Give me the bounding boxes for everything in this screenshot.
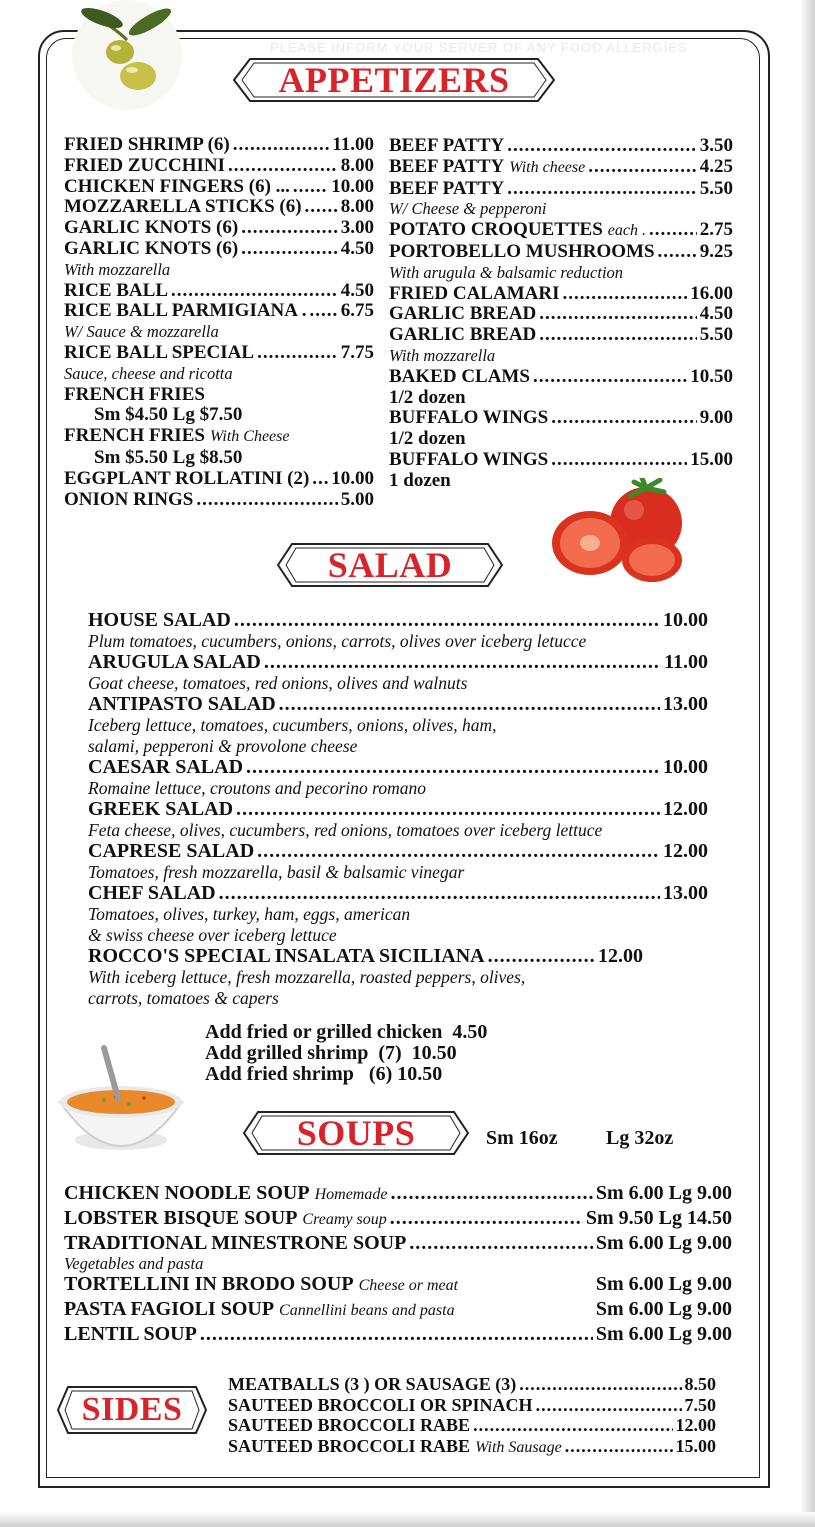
item-description: W/ Sauce & mozzarella [64, 322, 219, 342]
dot-leader [551, 408, 697, 429]
sides-title: SIDES [81, 1391, 183, 1428]
item-name: FRIED ZUCCHINI [64, 154, 225, 176]
item-price: 6.75 [340, 300, 374, 322]
menu-item [64, 135, 374, 156]
item-name: ONION RINGS [64, 488, 194, 510]
item-price: 8.00 [340, 196, 374, 218]
menu-item [88, 694, 708, 715]
soups-title: SOUPS [296, 1113, 416, 1153]
dot-leader [228, 156, 338, 177]
item-note: Cheese or meat [358, 1277, 459, 1295]
item-line: FRENCH FRIES [64, 383, 205, 405]
item-name: PASTA FAGIOLI SOUP [64, 1298, 275, 1321]
item-line: 1/2 dozen [389, 386, 466, 408]
item-price: 15.00 [690, 448, 733, 470]
item-name: FRIED SHRIMP (6) [64, 134, 230, 155]
item-description: Sauce, cheese and ricotta [64, 363, 233, 383]
appetizers-banner [232, 57, 556, 103]
item-name: RICE BALL [64, 279, 168, 301]
salad-addons [205, 1022, 487, 1085]
item-name: CHICKEN FINGERS (6) ... [64, 175, 290, 197]
menu-item [389, 136, 733, 157]
item-price: 7.50 [684, 1394, 716, 1415]
item-name: RICE BALL SPECIAL [64, 341, 255, 363]
menu-item [88, 757, 708, 778]
soups-list [64, 1182, 732, 1346]
item-price: 10.00 [663, 609, 708, 631]
item-note: With Sausage [475, 1438, 562, 1456]
item-note: Cannellini beans and pasta [279, 1302, 455, 1320]
item-name: ARUGULA SALAD [88, 651, 261, 673]
dot-leader [551, 450, 687, 471]
item-name: CHICKEN NOODLE SOUP [64, 1182, 310, 1204]
item-price: 11.00 [332, 134, 374, 155]
menu-item [64, 177, 374, 198]
item-price: 10.00 [331, 467, 374, 489]
dot-leader [562, 284, 687, 305]
item-price: Sm 9.50 Lg 14.50 [585, 1206, 732, 1229]
dot-leader [196, 490, 337, 511]
item-price: 8.50 [684, 1374, 716, 1394]
item-description: With mozzarella [389, 345, 496, 365]
dot-leader [234, 610, 660, 631]
item-description: Iceberg lettuce, tomatoes, cucumbers, onions, olives, ham, [88, 715, 497, 735]
dot-leader [171, 281, 338, 302]
item-price: 15.00 [675, 1435, 716, 1456]
olive-branch-icon [72, 0, 182, 110]
item-description: W/ Cheese & pepperoni [389, 199, 547, 219]
item-price: Sm 6.00 Lg 9.00 [595, 1298, 732, 1321]
item-name: SAUTEED BROCCOLI RABE [228, 1415, 471, 1436]
dot-leader [305, 197, 338, 218]
menu-item [228, 1395, 716, 1416]
item-name: SAUTEED BROCCOLI OR SPINACH [228, 1394, 533, 1415]
appetizers-right-column [389, 136, 733, 492]
item-description: With mozzarella [64, 259, 171, 279]
menu-item [64, 197, 374, 218]
item-name: TRADITIONAL MINESTRONE SOUP [64, 1231, 407, 1254]
item-price: 4.25 [699, 155, 733, 177]
dot-leader [241, 239, 338, 260]
sides-banner [56, 1385, 208, 1435]
menu-item [228, 1436, 716, 1459]
item-price: 8.00 [340, 154, 374, 176]
page-bottom-shadow [0, 1512, 815, 1527]
item-price: 13.00 [663, 693, 708, 715]
salad-banner [276, 542, 504, 588]
dot-leader [257, 343, 338, 364]
dot-leader [539, 304, 696, 325]
item-name: GARLIC BREAD [389, 303, 537, 325]
dot-leader [658, 242, 697, 263]
dot-leader [507, 136, 697, 157]
item-price: 9.25 [699, 240, 733, 262]
appetizers-title: APPETIZERS [278, 60, 510, 100]
item-description: Feta cheese, olives, cucumbers, red onions, tomatoes over iceberg lettuce [88, 820, 603, 840]
menu-item [389, 179, 733, 200]
item-price: 10.50 [690, 365, 733, 387]
item-price: Sm 6.00 Lg 9.00 [595, 1322, 732, 1345]
item-name: LENTIL SOUP [64, 1322, 197, 1345]
item-note: With Cheese [209, 428, 290, 446]
menu-item [228, 1374, 716, 1395]
dot-leader [539, 325, 696, 346]
item-name: BEEF PATTY [389, 135, 505, 156]
menu-item [64, 343, 374, 364]
item-price: Sm 6.00 Lg 9.00 [595, 1273, 732, 1296]
item-price: 5.00 [340, 488, 374, 510]
item-note: each . [607, 222, 646, 240]
item-description: Tomatoes, fresh mozzarella, basil & balsamic vinegar [88, 862, 465, 882]
dot-leader [257, 841, 660, 862]
dot-leader [264, 652, 661, 673]
menu-item [64, 1273, 732, 1298]
salad-title: SALAD [327, 545, 453, 585]
item-name: GREEK SALAD [88, 798, 234, 820]
item-line: 1 dozen [389, 469, 451, 491]
dot-leader [519, 1374, 681, 1395]
dot-leader [233, 135, 330, 156]
page-edge-shadow [800, 0, 815, 1527]
menu-item [64, 218, 374, 239]
dot-leader [200, 1323, 593, 1346]
item-price: Sm 6.00 Lg 9.00 [595, 1231, 732, 1254]
item-price: 16.00 [690, 282, 733, 304]
dot-leader [390, 1207, 583, 1230]
item-description: Romaine lettuce, croutons and pecorino romano [88, 778, 426, 798]
item-price: 12.00 [663, 840, 708, 862]
item-description: With arugula & balsamic reduction [389, 262, 624, 282]
item-name: CAPRESE SALAD [88, 840, 255, 862]
item-price: 5.50 [699, 177, 733, 199]
item-description: & swiss cheese over iceberg lettuce [88, 925, 337, 945]
item-price: 4.50 [699, 303, 733, 325]
item-price: 4.50 [340, 237, 374, 259]
item-name: ROCCO'S SPECIAL INSALATA SICILIANA [88, 945, 485, 967]
soup-bowl-icon [54, 1040, 189, 1158]
item-name: BUFFALO WINGS [389, 448, 549, 470]
item-price: 5.50 [699, 324, 733, 346]
item-name: TORTELLINI IN BRODO SOUP [64, 1273, 354, 1296]
dot-leader [293, 177, 328, 198]
tomato-icon [548, 478, 688, 588]
menu-item [389, 325, 733, 346]
item-price: 2.75 [699, 219, 733, 241]
soup-size-small: Sm 16oz [486, 1127, 558, 1149]
appetizers-left-column [64, 135, 374, 510]
menu-item [389, 408, 733, 429]
menu-item [64, 490, 374, 511]
item-note: Creamy soup [302, 1210, 387, 1228]
menu-item [88, 946, 643, 967]
item-name: POTATO CROQUETTES [389, 219, 603, 241]
item-line: Sm $4.50 Lg $7.50 [94, 404, 243, 426]
menu-item [64, 1207, 732, 1232]
item-description: With iceberg lettuce, fresh mozzarella, roasted peppers, olives, [88, 967, 526, 987]
dot-leader [507, 179, 697, 200]
dot-leader [246, 757, 660, 778]
dot-leader [473, 1415, 672, 1436]
soup-size-large: Lg 32oz [606, 1127, 674, 1149]
dot-leader [279, 694, 660, 715]
salad-list [88, 610, 708, 1009]
item-name: GARLIC BREAD [389, 324, 537, 346]
item-price: 12.00 [675, 1415, 716, 1436]
item-name: PORTOBELLO MUSHROOMS [389, 240, 655, 262]
menu-item [64, 1298, 732, 1323]
item-name: BEEF PATTY [389, 155, 505, 177]
menu-item [64, 1232, 732, 1255]
menu-item [88, 883, 708, 904]
item-name: EGGPLANT ROLLATINI (2) [64, 467, 310, 489]
dot-leader [565, 1436, 673, 1457]
menu-item [389, 284, 733, 305]
item-price: 12.00 [663, 798, 708, 820]
menu-item [389, 157, 733, 179]
salad-addon: Add grilled shrimp (7) 10.50 [205, 1042, 457, 1064]
item-name: HOUSE SALAD [88, 609, 231, 631]
item-price: 3.50 [699, 135, 733, 156]
dot-leader [309, 301, 337, 322]
dot-leader [241, 218, 338, 239]
item-price: 7.75 [340, 341, 374, 363]
item-price: 10.00 [331, 175, 374, 197]
dot-leader [588, 157, 697, 178]
menu-item [389, 242, 733, 263]
dot-leader [409, 1232, 593, 1255]
menu-item [64, 1182, 732, 1207]
menu-item [64, 426, 374, 448]
item-price: Sm 6.00 Lg 9.00 [595, 1182, 732, 1204]
menu-item [64, 469, 374, 490]
item-price: 9.00 [699, 407, 733, 429]
item-name: ANTIPASTO SALAD [88, 693, 276, 715]
item-description: Plum tomatoes, cucumbers, onions, carrots, olives over iceberg letucce [88, 631, 587, 651]
item-line: Sm $5.50 Lg $8.50 [94, 446, 243, 468]
menu-item [64, 239, 374, 260]
menu-item [88, 610, 708, 631]
dot-leader [488, 946, 595, 967]
item-name: BUFFALO WINGS [389, 407, 549, 429]
item-description: Vegetables and pasta [64, 1254, 204, 1274]
item-line: 1/2 dozen [389, 428, 466, 450]
dot-leader [533, 367, 687, 388]
item-name: MEATBALLS (3 ) OR SAUSAGE (3) [228, 1374, 517, 1394]
item-name: BAKED CLAMS [389, 365, 530, 387]
item-note: With cheese [509, 158, 586, 176]
menu-item [389, 450, 733, 471]
dot-leader [536, 1395, 682, 1416]
dot-leader [236, 799, 660, 820]
item-name: MOZZARELLA STICKS (6) [64, 196, 302, 218]
item-description: Tomatoes, olives, turkey, ham, eggs, american [88, 904, 411, 924]
menu-item [64, 156, 374, 177]
dot-leader [390, 1182, 592, 1205]
menu-item [228, 1415, 716, 1436]
header-note: PLEASE INFORM YOUR SERVER OF ANY FOOD ALLERGIES [270, 40, 688, 55]
item-price: 13.00 [663, 882, 708, 904]
menu-item [88, 799, 708, 820]
item-description: salami, pepperoni & provolone cheese [88, 736, 358, 756]
sides-list [228, 1374, 716, 1458]
menu-item [389, 304, 733, 325]
item-name: CAESAR SALAD [88, 756, 244, 778]
item-note: Homemade [314, 1186, 388, 1203]
menu-item [64, 1323, 732, 1346]
menu-item [389, 220, 733, 242]
menu-item [389, 367, 733, 388]
salad-addon: Add fried shrimp (6) 10.50 [205, 1063, 443, 1085]
menu-item [64, 301, 374, 322]
salad-addon: Add fried or grilled chicken 4.50 [205, 1021, 488, 1043]
item-price: 12.00 [598, 945, 643, 967]
menu-item [64, 281, 374, 302]
item-name: GARLIC KNOTS (6) [64, 217, 239, 239]
item-name: BEEF PATTY [389, 177, 505, 199]
dot-leader [312, 469, 328, 490]
menu-item [88, 841, 708, 862]
menu-item [88, 652, 708, 673]
item-name: GARLIC KNOTS (6) [64, 237, 239, 259]
dot-leader [219, 883, 660, 904]
item-price: 11.00 [664, 651, 708, 673]
item-name: CHEF SALAD [88, 882, 216, 904]
item-name: LOBSTER BISQUE SOUP [64, 1206, 298, 1229]
item-name: FRENCH FRIES [64, 425, 205, 447]
item-price: 3.00 [340, 217, 374, 239]
item-name: RICE BALL PARMIGIANA . [64, 300, 307, 322]
item-description: carrots, tomatoes & capers [88, 988, 279, 1008]
item-price: 4.50 [340, 279, 374, 301]
item-name: SAUTEED BROCCOLI RABE [228, 1435, 471, 1456]
soups-banner [242, 1110, 470, 1156]
item-description: Goat cheese, tomatoes, red onions, olives and walnuts [88, 673, 468, 693]
item-name: FRIED CALAMARI [389, 282, 560, 304]
item-price: 10.00 [663, 756, 708, 778]
dot-leader [649, 220, 697, 241]
